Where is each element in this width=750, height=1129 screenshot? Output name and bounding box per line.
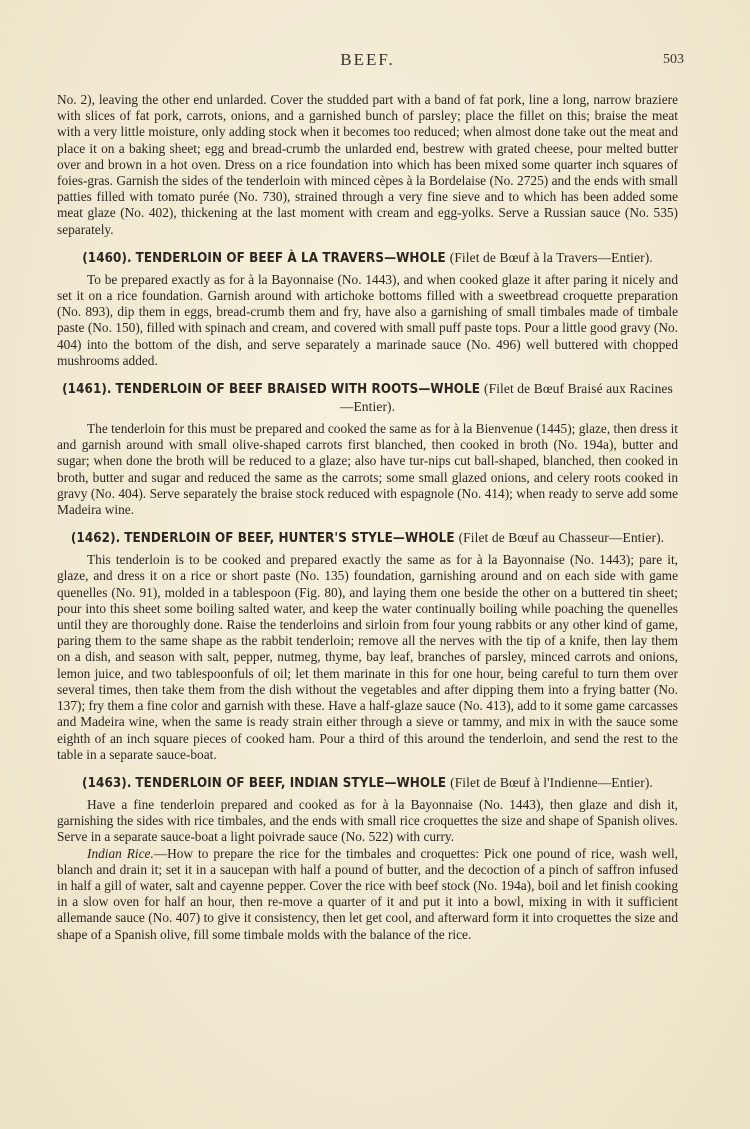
- recipe-french-title: (Filet de Bœuf au Chasseur—Entier).: [458, 530, 665, 546]
- subsection-paragraph: [57, 846, 678, 943]
- running-head: [57, 44, 684, 76]
- recipe-title: TENDERLOIN OF BEEF, INDIAN STYLE—WHOLE: [135, 775, 447, 791]
- recipe-title: TENDERLOIN OF BEEF, HUNTER'S STYLE—WHOLE: [124, 531, 455, 547]
- recipe-heading-1463: [57, 774, 678, 792]
- subsection-label: Indian Rice.: [87, 845, 154, 861]
- recipe-number: (1461).: [62, 382, 112, 398]
- recipe-paragraph: The tenderloin for this must be prepared and cooked the same as for à la Bienvenue (1445); glaze, then dress it and garnish around with small olive-shaped carrots first blanched, then cooked in broth (No. 194a), butter and sugar; when done the broth will be reduced to a glaze; also have tur-nips cut ball-shaped, blanched, then cooked in broth, butter and sugar and reduced the same as the carrots; some small glazed onions, and celery roots cooked in gravy (No. 404). Serve separately the braise stock reduced with espagnole (No. 414); when ready to serve add some Madeira wine.: [57, 421, 679, 518]
- recipe-title: TENDERLOIN OF BEEF BRAISED WITH ROOTS—WHOLE: [115, 382, 481, 398]
- recipe-french-title: (Filet de Bœuf à l'Indienne—Entier).: [450, 774, 653, 790]
- recipe-paragraph: Have a fine tenderloin prepared and cooked as for à la Bayonnaise (No. 1443), then glaze and dish it, garnishing the sides with rice timbales, and the ends with small rice croquettes the size and shape of Spanish olives. Serve in a separate sauce-boat a light poivrade sauce (No. 522) with curry.: [57, 796, 678, 845]
- recipe-heading-1461: [57, 380, 678, 416]
- recipe-paragraph: This tenderloin is to be cooked and prepared exactly the same as for à la Bayonnaise (No. 1443); pare it, glaze, and dress it on a rice or short paste (No. 135) foundation, garnishing around and on each side with game quenelles (No. 91), molded in a tablespoon (Fig. 80), and laying them one beside the other on a buttered tin sheet; pour into this sheet some boiling salted water, and keep the water continually boiling while poaching the quenelles until they are thoroughly done. Raise the tenderloins and sirloin from four young rabbits or any other kind of game, paring them to the same shape as the rabbit tenderloin; remove all the nerves with the tip of a knife, then lay them on a dish, and season with salt, pepper, nutmeg, thyme, bay leaf, branches of parsley, minced carrots and onions, lemon juice, and two tablespoonfuls of oil; let them marinate in this for one hour, being careful to turn them over several times, then take them from the dish without the vegetables and after dipping them into a frying batter (No. 137); fry them a fine color and garnish with these. Have a half-glaze sauce (No. 413), add to it some game carcasses and Madeira wine, when the same is ready strain either through a sieve or tammy, and mix in with the sauce some eighth of an inch square pieces of cooked ham. Pour a third of this around the tenderloin, and send the rest to the table in a separate sauce-boat.: [57, 552, 678, 762]
- running-title: BEEF.: [340, 50, 395, 69]
- recipe-number: (1463).: [82, 775, 132, 791]
- recipe-title: TENDERLOIN OF BEEF À LA TRAVERS—WHOLE: [135, 250, 446, 266]
- recipe-french-title: (Filet de Bœuf à la Travers—Entier).: [449, 249, 653, 265]
- recipe-heading-1460: [57, 249, 678, 267]
- recipe-number: (1460).: [82, 250, 132, 266]
- page-body: [57, 92, 678, 943]
- subsection-text: —How to prepare the rice for the timbales and croquettes: Pick one pound of rice, wash well, blanch and drain it; set it in a saucepan with half a pound of butter, and the decoction of a pinch of saffron infused in half a gill of water, salt and cayenne pepper. Cover the rice with beef stock (No. 194a), boil and let finish cooking in a slow oven for half an hour, then re-move a quarter of it and put it into a bowl, mixing in with it sufficient allemande sauce (No. 407) to give it consistency, then let get cool, and afterward form it into croquettes the size and shape of a Spanish olive, fill some timbale molds with the balance of the rice.: [57, 845, 679, 942]
- continued-paragraph: No. 2), leaving the other end unlarded. Cover the studded part with a band of fat pork, line a long, narrow braziere with slices of fat pork, carrots, onions, and a garnished bunch of parsley; place the fillet on this; braise the meat with a very little moisture, only adding stock when it becomes too reduced; when almost done take out the meat and place it on a baking sheet; egg and bread-crumb the unlarded end, bestrew with grated cheese, pour melted butter over and brown in a hot oven. Dress on a rice foundation into which has been mixed some quarter inch squares of foies-gras. Garnish the sides of the tenderloin with minced cèpes à la Bordelaise (No. 2725) and the ends with small patties filled with tomato purée (No. 730), strained through a very fine sieve and to which has been added some meat glaze (No. 402), thickening at the last moment with cream and egg-yolks. Serve a Russian sauce (No. 535) separately.: [57, 92, 678, 237]
- recipe-french-title: (Filet de Bœuf Braisé aux Racines—Entier).: [339, 381, 673, 415]
- recipe-paragraph: To be prepared exactly as for à la Bayonnaise (No. 1443), and when cooked glaze it after paring it nicely and set it on a rice foundation. Garnish around with artichoke bottoms filled with a sweetbread croquette preparation (No. 893), dip them in eggs, bread-crumb them and fry, have also a garnishing of small timbales made of timbale paste (No. 150), filled with spinach and cream, and covered with small puff paste tops. Pour a little good gravy (No. 404) into the bottom of the dish, and serve separately a marinade sauce (No. 496) well buttered with chopped mushrooms added.: [57, 271, 678, 368]
- page-number: 503: [663, 52, 684, 67]
- recipe-number: (1462).: [70, 531, 121, 547]
- recipe-heading-1462: [57, 529, 678, 547]
